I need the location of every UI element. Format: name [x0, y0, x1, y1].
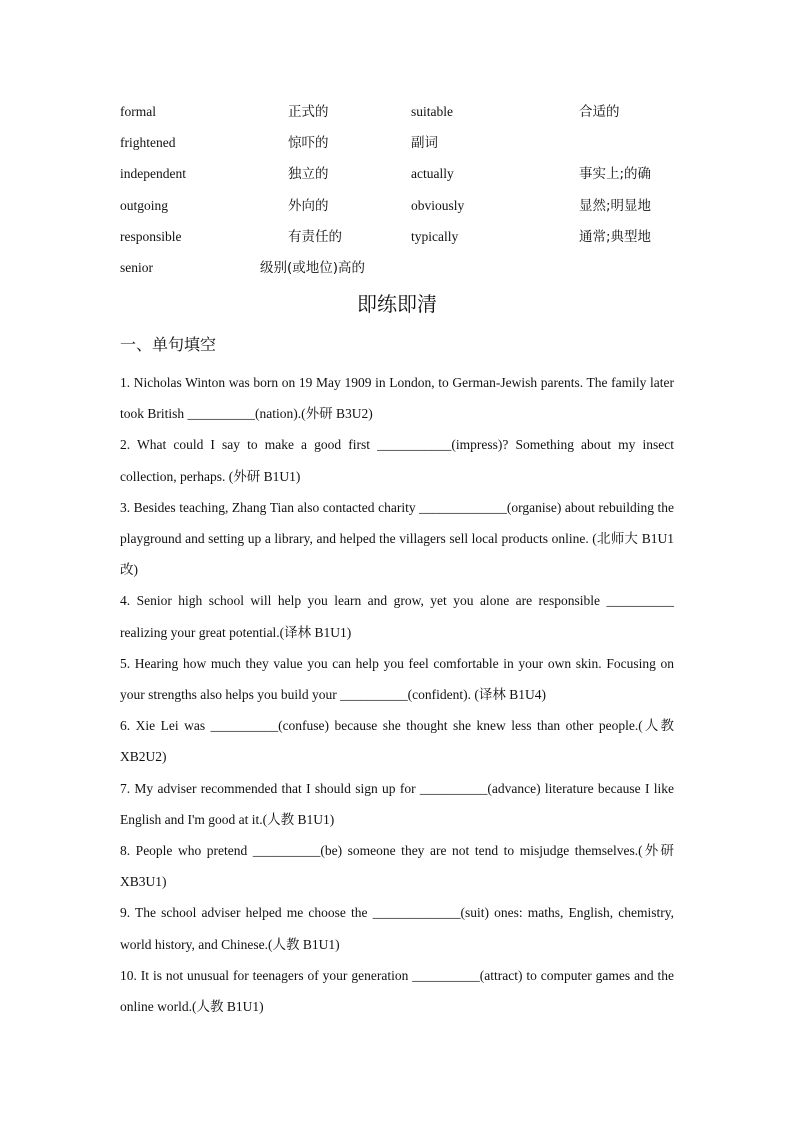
- question-item: 9. The school adviser helped me choose the _____________(suit) ones: maths, English, chemistry, world history, and Chinese.(人教 B1U1): [120, 905, 674, 952]
- vocab-meaning: 正式的: [288, 104, 329, 120]
- vocab-word: formal: [120, 104, 156, 119]
- question-item: 8. People who pretend __________(be) someone they are not tend to misjudge themselves.(外研 XB3U1): [120, 843, 674, 890]
- vocab-word: responsible: [120, 229, 182, 244]
- section-heading: 一、单句填空: [120, 335, 217, 354]
- vocab-meaning: 外向的: [288, 198, 329, 214]
- vocab-meaning: 独立的: [288, 166, 329, 182]
- vocab-meaning: 有责任的: [288, 229, 342, 245]
- question-item: 3. Besides teaching, Zhang Tian also contacted charity _____________(organise) about rebuilding the playground and setting up a library, and helped the villagers sell local products online. (北师大 B1U1 改): [120, 499, 674, 578]
- vocab-row: [120, 102, 680, 122]
- vocab-word: obviously: [411, 198, 465, 213]
- vocab-word: independent: [120, 166, 186, 181]
- vocab-meaning: 显然;明显地: [579, 198, 652, 214]
- vocab-word: frightened: [120, 135, 176, 150]
- question-item: 5. Hearing how much they value you can help you feel comfortable in your own skin. Focusing on your strengths also helps you build your __________(confident). (译林 B1U4): [120, 655, 674, 703]
- question-item: 1. Nicholas Winton was born on 19 May 1909 in London, to German-Jewish parents. The family later took British __________(nation).(外研 B3U2): [120, 375, 674, 422]
- vocab-meaning: 级别(或地位)高的: [260, 260, 366, 276]
- vocab-row: [120, 227, 680, 247]
- vocab-subheading: 副词: [411, 135, 438, 151]
- vocab-word: outgoing: [120, 198, 169, 213]
- vocab-row: [120, 258, 680, 278]
- vocab-meaning: 通常;典型地: [579, 229, 652, 245]
- question-item: 10. It is not unusual for teenagers of your generation __________(attract) to computer games and the online world.(人教 B1U1): [120, 967, 674, 1015]
- vocab-row: [120, 196, 680, 216]
- question-list: [120, 367, 674, 1022]
- vocab-meaning: 惊吓的: [288, 135, 329, 151]
- question-item: 2. What could I say to make a good first ___________(impress)? Something about my insect collection, perhaps. (外研 B1U1): [120, 437, 674, 484]
- question-item: 4. Senior high school will help you learn and grow, yet you alone are responsible __________ realizing your great potential.(译林 B1U1): [120, 593, 674, 640]
- question-item: 7. My adviser recommended that I should sign up for __________(advance) literature because I like English and I'm good at it.(人教 B1U1): [120, 780, 674, 827]
- vocab-word: suitable: [411, 104, 453, 119]
- vocab-row: [120, 133, 680, 153]
- vocab-word: actually: [411, 166, 454, 181]
- question-item: 6. Xie Lei was __________(confuse) because she thought she knew less than other people.(人教 XB2U2): [120, 718, 674, 765]
- vocab-meaning: 事实上;的确: [579, 166, 652, 182]
- vocab-meaning: 合适的: [579, 104, 620, 120]
- vocab-word: senior: [120, 260, 153, 275]
- section-title: 即练即清: [357, 292, 437, 316]
- vocab-word: typically: [411, 229, 459, 244]
- vocab-row: [120, 164, 680, 184]
